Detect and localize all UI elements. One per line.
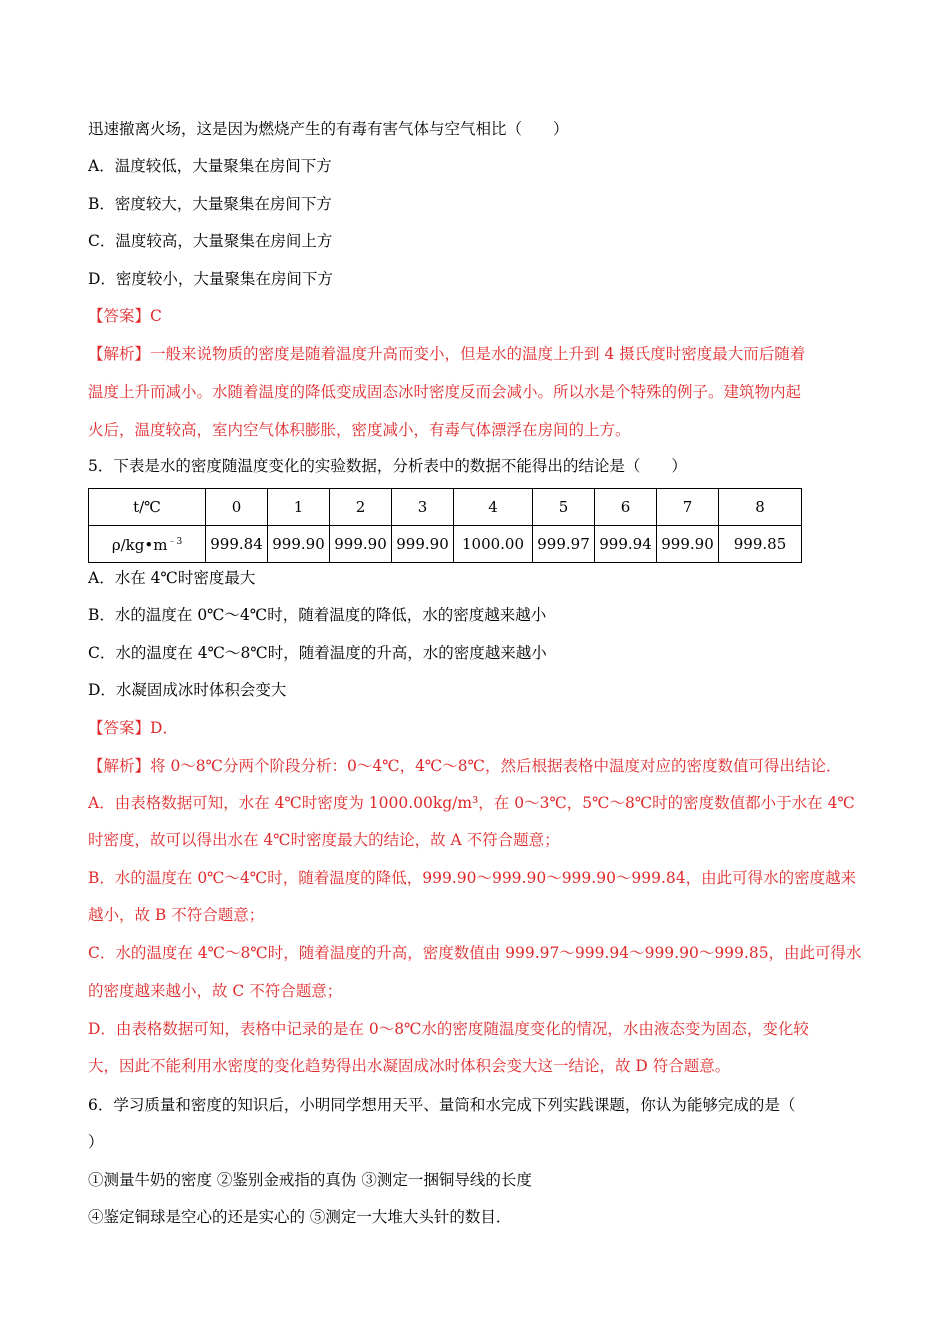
table-cell: 2	[330, 489, 392, 526]
q4-answer	[88, 305, 162, 327]
q6-stem-line-2: ）	[88, 1133, 104, 1151]
answer-value: D．	[150, 719, 178, 737]
table-row-temperature	[89, 489, 802, 526]
analysis-text: 一般来说物质的密度是随着温度升高而变小，但是水的温度上升到 4 摄氏度时密度最大而后随着	[150, 345, 806, 363]
table-cell: 5	[533, 489, 595, 526]
q5-stem: 5．下表是水的密度随温度变化的实验数据，分析表中的数据不能得出的结论是（ ）	[88, 457, 687, 475]
table-cell: 1	[268, 489, 330, 526]
density-unit-exponent: ﹣3	[167, 537, 183, 547]
q6-items-line-2: ④鉴定铜球是空心的还是实心的 ⑤测定一大堆大头针的数目．	[88, 1208, 512, 1226]
q4-analysis-line-2: 温度上升而减小。水随着温度的降低变成固态冰时密度反而会减小。所以水是个特殊的例子。建筑物内起	[88, 383, 802, 401]
table-cell: 999.90	[330, 526, 392, 563]
q4-option-c: C．温度较高，大量聚集在房间上方	[88, 232, 333, 250]
table-cell: 999.94	[595, 526, 657, 563]
table-cell: 0	[206, 489, 268, 526]
q5-option-d: D．水凝固成冰时体积会变大	[88, 681, 287, 699]
q4-stem-tail: 迅速撤离火场，这是因为燃烧产生的有毒有害气体与空气相比（ ）	[88, 120, 569, 138]
q6-items-line-1: ①测量牛奶的密度 ②鉴别金戒指的真伪 ③测定一捆铜导线的长度	[88, 1171, 532, 1189]
q5-analysis-line-2: A．由表格数据可知，水在 4℃时密度为 1000.00kg/m³，在 0～3℃，5℃～8℃时的密度数值都小于水在 4℃	[88, 794, 855, 812]
q5-analysis-line-3: 时密度，故可以得出水在 4℃时密度最大的结论，故 A 不符合题意；	[88, 831, 560, 849]
answer-value: C	[150, 307, 162, 325]
table-header-temperature: t/℃	[89, 489, 206, 526]
table-cell: 999.84	[206, 526, 268, 563]
table-cell: 999.90	[268, 526, 330, 563]
q5-option-b: B．水的温度在 0℃～4℃时，随着温度的降低，水的密度越来越小	[88, 606, 547, 624]
q5-analysis-line-9: 大，因此不能利用水密度的变化趋势得出水凝固成冰时体积会变大这一结论，故 D 符合题意。	[88, 1057, 731, 1075]
q4-analysis-line-3: 火后，温度较高，室内空气体积膨胀，密度减小，有毒气体漂浮在房间的上方。	[88, 421, 631, 439]
table-cell: 6	[595, 489, 657, 526]
q4-analysis-line-1	[88, 343, 805, 365]
q5-analysis-line-4: B．水的温度在 0℃～4℃时，随着温度的降低，999.90～999.90～999.90～999.84，由此可得水的密度越来	[88, 869, 857, 887]
table-cell: 999.85	[719, 526, 802, 563]
table-cell: 4	[454, 489, 533, 526]
density-unit: ρ/kg•m	[111, 536, 168, 554]
table-cell: 999.90	[657, 526, 719, 563]
q5-analysis-line-6: C．水的温度在 4℃～8℃时，随着温度的升高，密度数值由 999.97～999.94～999.90～999.85，由此可得水	[88, 944, 862, 962]
table-cell: 7	[657, 489, 719, 526]
q5-option-a: A．水在 4℃时密度最大	[88, 569, 256, 587]
table-row-density	[89, 526, 802, 563]
answer-tag: 【答案】	[88, 307, 151, 325]
table-cell: 999.90	[392, 526, 454, 563]
q5-analysis-line-7: 的密度越来越小，故 C 不符合题意；	[88, 982, 343, 1000]
q5-analysis-line-1	[88, 755, 841, 777]
analysis-text: 将 0～8℃分两个阶段分析：0～4℃，4℃～8℃，然后根据表格中温度对应的密度数值可得出结论．	[150, 757, 842, 775]
q4-option-d: D．密度较小，大量聚集在房间下方	[88, 270, 333, 288]
q4-option-a: A．温度较低，大量聚集在房间下方	[88, 157, 332, 175]
q5-analysis-line-8: D．由表格数据可知，表格中记录的是在 0～8℃水的密度随温度变化的情况，水由液态变为固态，变化较	[88, 1020, 809, 1038]
q6-stem-line-1: 6．学习质量和密度的知识后，小明同学想用天平、量筒和水完成下列实践课题，你认为能够完成的是（	[88, 1096, 796, 1114]
table-cell: 999.97	[533, 526, 595, 563]
table-cell: 3	[392, 489, 454, 526]
analysis-tag: 【解析】	[88, 757, 151, 775]
q4-option-b: B．密度较大，大量聚集在房间下方	[88, 195, 332, 213]
q5-analysis-line-5: 越小，故 B 不符合题意；	[88, 906, 265, 924]
q5-answer	[88, 717, 178, 739]
q5-option-c: C．水的温度在 4℃～8℃时，随着温度的升高，水的密度越来越小	[88, 644, 547, 662]
table-cell: 1000.00	[454, 526, 533, 563]
q5-density-table	[88, 488, 802, 563]
table-cell: 8	[719, 489, 802, 526]
analysis-tag: 【解析】	[88, 345, 151, 363]
table-header-density	[89, 526, 206, 563]
answer-tag: 【答案】	[88, 719, 151, 737]
